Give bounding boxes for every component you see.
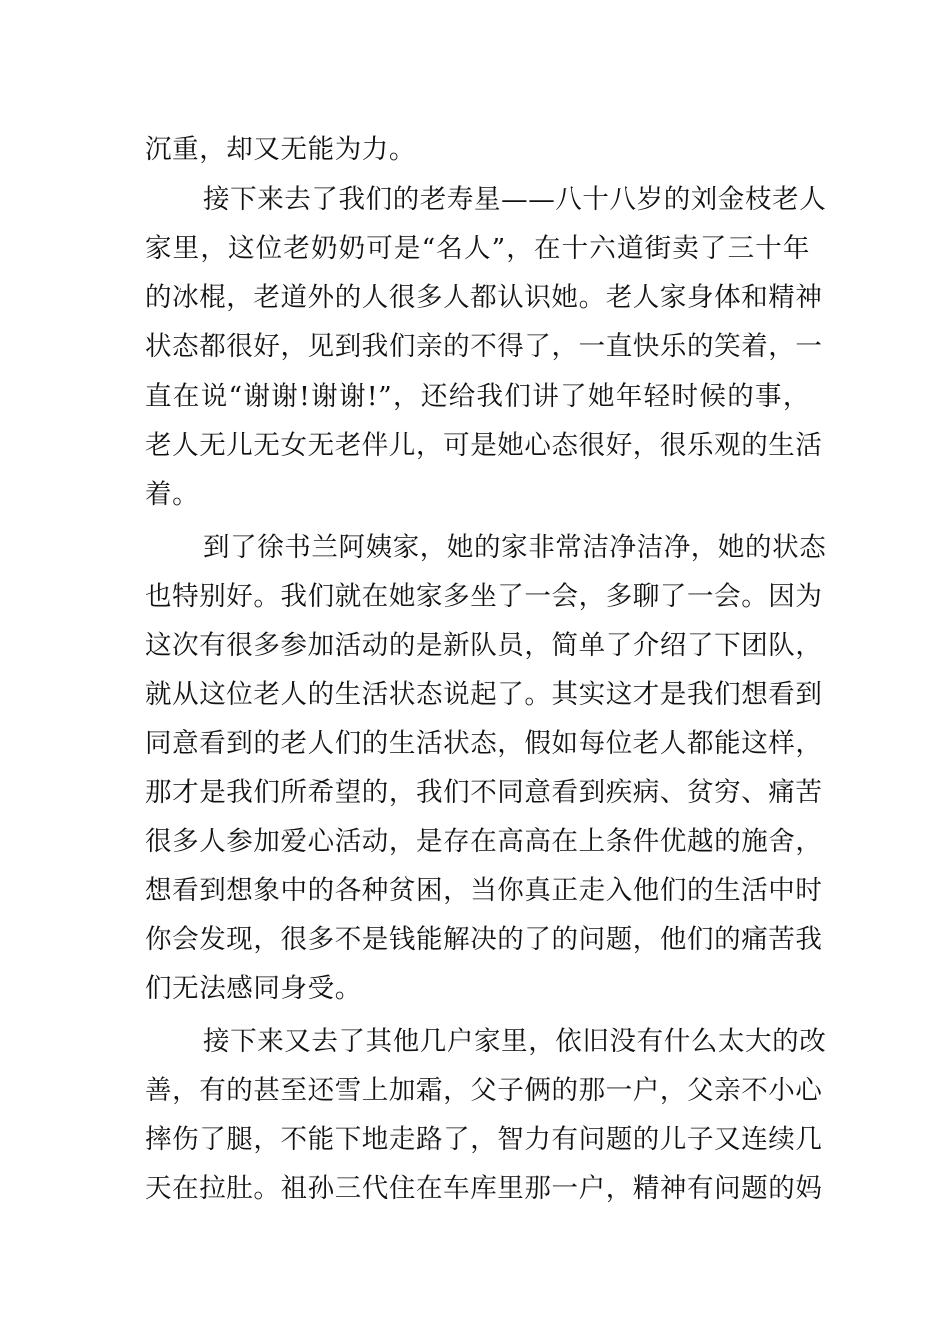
document-page bbox=[145, 0, 827, 1344]
text-line: 接下来去了我们的老寿星——八十八岁的刘金枝老人 bbox=[203, 184, 827, 215]
text-line: 想看到想象中的各种贫困，当你真正走入他们的生活中时 bbox=[145, 875, 823, 906]
text-line: 你会发现，很多不是钱能解决的了的问题，他们的痛苦我 bbox=[145, 924, 823, 955]
text-line: 同意看到的老人们的生活状态，假如每位老人都能这样， bbox=[145, 728, 823, 759]
text-line: 直在说“谢谢!谢谢!”，还给我们讲了她年轻时候的事， bbox=[145, 381, 810, 412]
text-line: 天在拉肚。祖孙三代住在车库里那一户，精神有问题的妈 bbox=[145, 1173, 823, 1204]
text-line: 这次有很多参加活动的是新队员，简单了介绍了下团队， bbox=[145, 630, 823, 661]
text-line: 老人无儿无女无老伴儿，可是她心态很好，很乐观的生活 bbox=[145, 430, 823, 461]
text-line: 家里，这位老奶奶可是“名人”，在十六道街卖了三十年 bbox=[145, 233, 810, 264]
text-line: 就从这位老人的生活状态说起了。其实这才是我们想看到 bbox=[145, 679, 823, 710]
text-line: 接下来又去了其他几户家里，依旧没有什么太大的改 bbox=[203, 1026, 827, 1057]
text-line: 沉重，却又无能为力。 bbox=[145, 134, 416, 165]
text-line: 也特别好。我们就在她家多坐了一会，多聊了一会。因为 bbox=[145, 581, 823, 612]
text-line: 的冰棍，老道外的人很多人都认识她。老人家身体和精神 bbox=[145, 282, 823, 313]
text-line: 很多人参加爱心活动，是存在高高在上条件优越的施舍， bbox=[145, 826, 823, 857]
text-line: 状态都很好，见到我们亲的不得了，一直快乐的笑着，一 bbox=[145, 331, 823, 362]
text-line: 们无法感同身受。 bbox=[145, 973, 362, 1004]
text-line: 着。 bbox=[145, 479, 200, 510]
text-line: 到了徐书兰阿姨家，她的家非常洁净洁净，她的状态 bbox=[203, 532, 827, 563]
text-line: 善，有的甚至还雪上加霜，父子俩的那一户，父亲不小心 bbox=[145, 1075, 823, 1106]
text-line: 摔伤了腿，不能下地走路了，智力有问题的儿子又连续几 bbox=[145, 1124, 823, 1155]
text-line: 那才是我们所希望的，我们不同意看到疾病、贫穷、痛苦 bbox=[145, 777, 823, 808]
